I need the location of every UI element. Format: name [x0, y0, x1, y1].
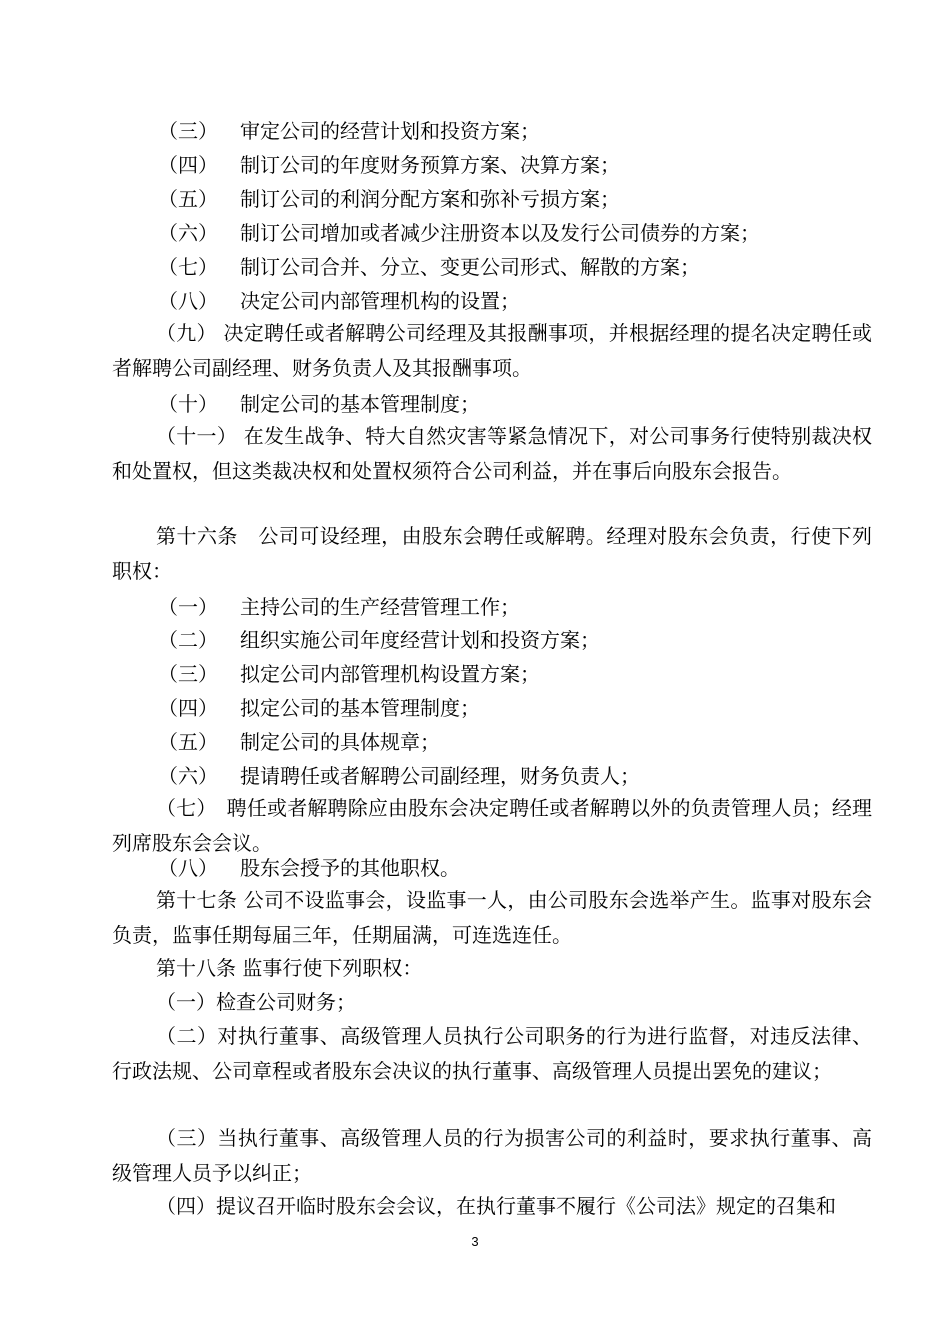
supervisor-power-4: （四）提议召开临时股东会会议，在执行董事不履行《公司法》规定的召集和 — [156, 1194, 836, 1218]
list-item: （八） 决定公司内部管理机构的设置； — [158, 289, 520, 313]
article-16: 第十六条 公司可设经理，由股东会聘任或解聘。经理对股东会负责，行使下列职权： — [112, 524, 872, 583]
list-item: （六） 提请聘任或者解聘公司副经理，财务负责人； — [158, 764, 640, 788]
list-item: （八） 股东会授予的其他职权。 — [158, 856, 460, 880]
list-item: （十） 制定公司的基本管理制度； — [158, 392, 480, 416]
list-item: （二） 组织实施公司年度经营计划和投资方案； — [158, 628, 600, 652]
list-item: （四） 拟定公司的基本管理制度； — [158, 696, 480, 720]
supervisor-power-3: （三）当执行董事、高级管理人员的行为损害公司的利益时，要求执行董事、高级管理人员予以纠正； — [112, 1126, 872, 1185]
article-18: 第十八条 监事行使下列职权： — [156, 956, 423, 980]
page-number: 3 — [471, 1234, 479, 1249]
article-17: 第十七条 公司不设监事会，设监事一人，由公司股东会选举产生。监事对股东会负责，监事任期每届三年，任期届满，可连选连任。 — [112, 888, 872, 947]
list-item: （六） 制订公司增加或者减少注册资本以及发行公司债券的方案； — [158, 221, 760, 245]
paragraph-item-9: （九） 决定聘任或者解聘公司经理及其报酬事项，并根据经理的提名决定聘任或者解聘公司副经理、财务负责人及其报酬事项。 — [112, 321, 872, 380]
supervisor-power-1: （一）检查公司财务； — [156, 990, 356, 1014]
list-item: （四） 制订公司的年度财务预算方案、决算方案； — [158, 153, 620, 177]
supervisor-power-2: （二）对执行董事、高级管理人员执行公司职务的行为进行监督，对违反法律、行政法规、公司章程或者股东会决议的执行董事、高级管理人员提出罢免的建议； — [112, 1024, 872, 1083]
paragraph-item-11: （十一） 在发生战争、特大自然灾害等紧急情况下，对公司事务行使特别裁决权和处置权，但这类裁决权和处置权须符合公司利益，并在事后向股东会报告。 — [112, 424, 872, 483]
list-item: （三） 拟定公司内部管理机构设置方案； — [158, 662, 540, 686]
list-item: （七） 制订公司合并、分立、变更公司形式、解散的方案； — [158, 255, 700, 279]
paragraph-item-b7: （七） 聘任或者解聘除应由股东会决定聘任或者解聘以外的负责管理人员；经理列席股东会会议。 — [112, 796, 872, 855]
list-item: （三） 审定公司的经营计划和投资方案； — [158, 119, 540, 143]
list-item: （五） 制定公司的具体规章； — [158, 730, 440, 754]
list-item: （五） 制订公司的利润分配方案和弥补亏损方案； — [158, 187, 620, 211]
list-item: （一） 主持公司的生产经营管理工作； — [158, 595, 520, 619]
